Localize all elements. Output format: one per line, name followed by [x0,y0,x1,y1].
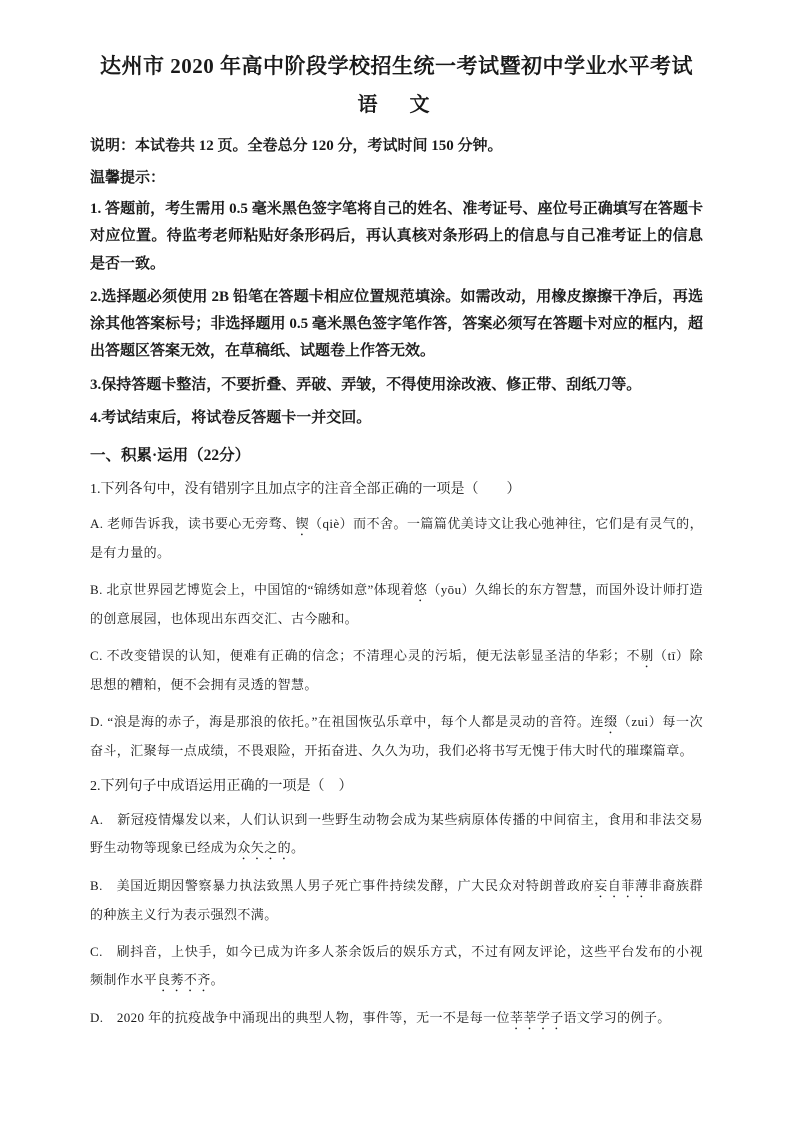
question-2-option-c [90,938,703,995]
section-heading: 一、积累·运用（22分） [90,447,251,465]
text-segment: C. 刷抖音，上快手，如今已成为许多人茶余饭后的娱乐方式，不过有网友评论，这些平台发布的小视频制作水平 [90,943,703,987]
text-segment: D. “浪是海的赤子，海是那浪的依托。”在祖国恢弘乐章中，每个人都是灵动的音符。连 [90,713,605,729]
text-segment: （zui）每一次奋斗，汇聚每一点成绩，不畏艰险，开拓奋进、久久为功，我们必将书写无愧于伟大时代的璀璨篇章。 [90,713,703,758]
text-segment: 非裔族群的种族主义行为表示强烈不满。 [90,878,703,923]
question-1-option-b [90,576,703,633]
tips-header: 温馨提示： [90,169,166,186]
text-segment: 语文学习的例子。 [563,1009,671,1025]
text-segment: A. 新冠疫情爆发以来，人们认识到一些野生动物会成为某些病原体传播的中间宿主，食用和非法交易野生动物等现象已经成为 [90,812,703,856]
text-segment: 。 [210,971,225,987]
question-1-option-d [90,708,703,765]
question-2-stem: 2.下列句子中成语运用正确的一项是（ ） [90,778,353,794]
exam-instructions: 说明：本试卷共 12 页。全卷总分 120 分，考试时间 150 分钟。 [90,138,503,155]
text-segment: （tī）除思想的糟粕，便不会拥有灵透的智慧。 [90,647,703,692]
tip-item-2: 2.选择题必须使用 2B 铅笔在答题卡相应位置规范填涂。如需改动，用橡皮擦擦干净后，再选涂其他答案标号；非选择题用 0.5 毫米黑色签字笔作答，答案必须写在答题卡对应的框内，超出答题区答案无效，在草稿纸、试题卷上作答无效。 [90,288,703,360]
text-segment: （yōu）久绵长的东方智慧，而国外设计师打造的创意展园，也体现出东西交汇、古今融和。 [90,581,703,626]
text-segment: D. 2020 年的抗疫战争中涌现出的典型人物，事件等，无一不是每一位 [90,1009,510,1025]
emphasized-characters: 妄自菲薄 [594,878,649,894]
text-segment: 。 [291,840,305,856]
question-2-option-a [90,806,703,863]
question-2-option-d [90,1004,703,1033]
question-2-option-b [90,872,703,929]
tip-item-1: 1. 答题前，考生需用 0.5 毫米黑色签字笔将自己的姓名、准考证号、座位号正确填写在答题卡对应位置。待监考老师粘贴好条形码后，再认真核对条形码上的信息与自己准考证上的信息是否一致。 [90,200,703,272]
text-segment: （qiè）而不舍。一篇篇优美诗文让我心弛神往，它们是有灵气的，是有力量的。 [90,515,703,560]
question-1-option-a [90,510,703,567]
text-segment: B. 美国近期因警察暴力执法致黑人男子死亡事件持续发酵，广大民众对特朗普政府 [90,878,595,894]
emphasized-characters: 众矢之的 [237,840,292,856]
text-segment: A. 老师告诉我，读书要心无旁骛、 [90,515,296,531]
exam-title: 达州市 2020 年高中阶段学校招生统一考试暨初中学业水平考试 [100,54,693,78]
text-segment: C. 不改变错误的认知，便难有正确的信念；不清理心灵的污垢，便无法彰显圣洁的华彩；不 [90,647,641,663]
tip-item-4: 4.考试结束后，将试卷反答题卡一并交回。 [90,410,372,427]
emphasized-characters: 良莠不齐 [157,971,211,987]
tip-item-3: 3.保持答题卡整洁，不要折叠、弄破、弄皱，不得使用涂改液、修正带、刮纸刀等。 [90,376,642,393]
text-segment: B. 北京世界园艺博览会上，中国馆的“锦绣如意”体现着 [90,581,414,597]
exam-subject: 语 文 [357,94,436,117]
emphasized-characters: 悠 [413,581,428,597]
emphasized-characters: 缀 [604,713,618,729]
emphasized-characters: 锲 [295,515,310,531]
emphasized-characters: 莘莘学子 [509,1009,564,1025]
question-1-option-c [90,642,703,699]
question-1-stem: 1.下列各句中，没有错别字且加点字的注音全部正确的一项是（ ） [90,482,521,498]
emphasized-characters: 剔 [640,647,654,663]
